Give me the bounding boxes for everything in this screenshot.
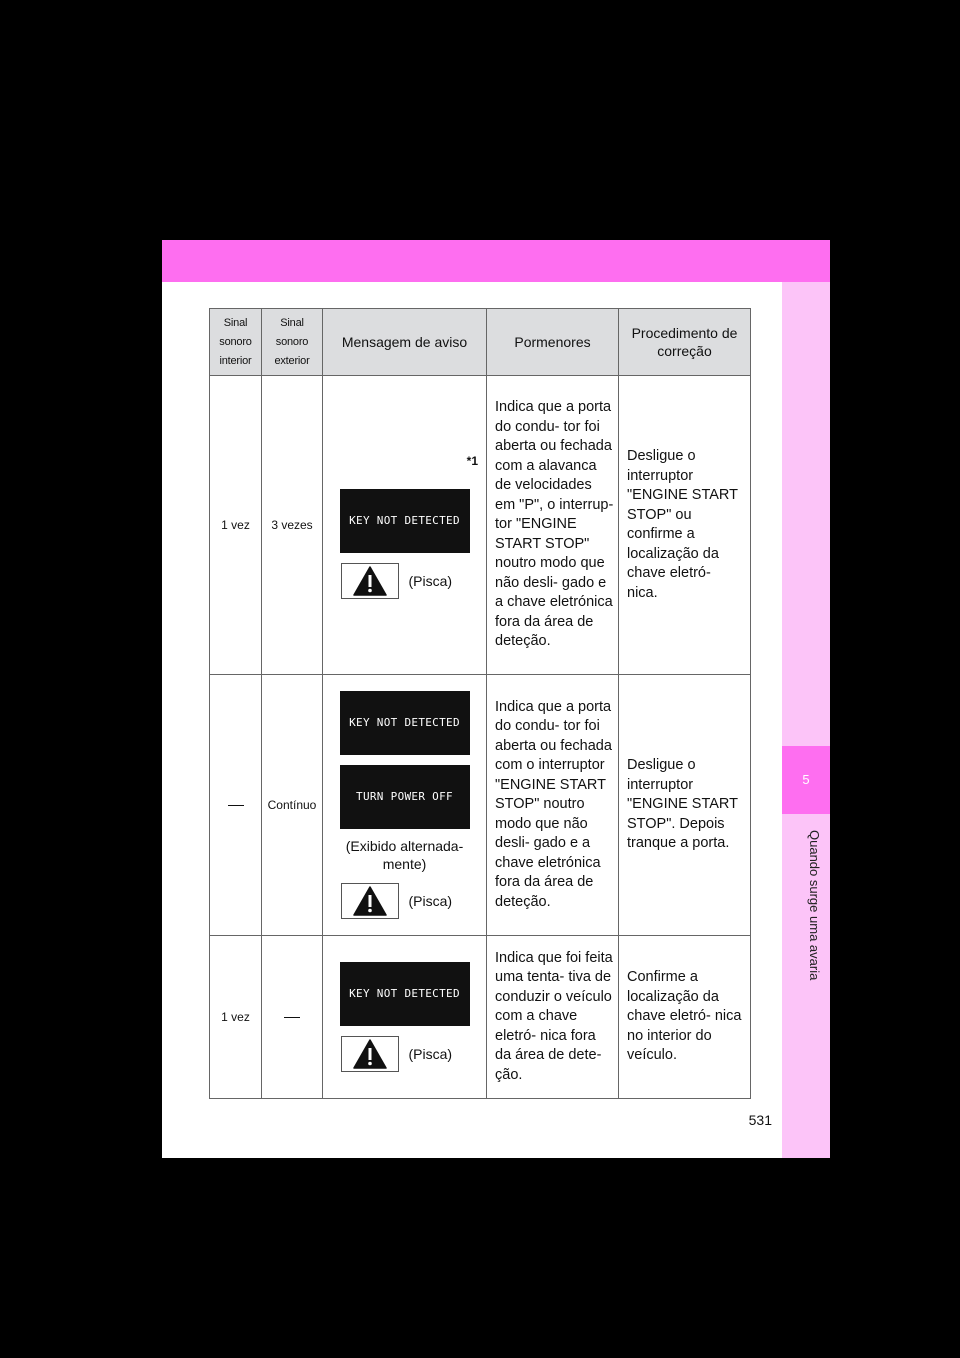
display-turn-power-off: TURN POWER OFF — [340, 765, 470, 829]
details-cell: Indica que foi feita uma tenta- tiva de conduzir o veículo com a chave eletró- nica fora da área de dete- ção. — [487, 936, 619, 1099]
footnote-marker: *1 — [466, 454, 478, 468]
blink-label: (Pisca) — [408, 573, 453, 589]
exterior-buzzer-cell: Contínuo — [262, 675, 323, 936]
exclamation-warning-icon — [341, 883, 399, 919]
none-dash — [228, 805, 244, 806]
alternating-note: (Exibido alternada- mente) — [345, 838, 464, 872]
table-row — [210, 376, 751, 675]
warning-indicator-row — [324, 883, 485, 919]
warning-message-table — [209, 308, 751, 1099]
exterior-buzzer-cell — [262, 936, 323, 1099]
exterior-buzzer-cell: 3 vezes — [262, 376, 323, 675]
interior-buzzer-cell: 1 vez — [210, 376, 262, 675]
header-exterior-buzzer: Sinal sonoro exterior — [262, 309, 323, 376]
header-band — [162, 240, 830, 282]
details-cell: Indica que a porta do condu- tor foi aberta ou fechada com a alavanca de velocidades em "P", o interrup- tor "ENGINE START STOP" noutro modo que não desli- gado e a chave eletrónica fora da área de deteção. — [487, 376, 619, 675]
exclamation-warning-icon — [341, 563, 399, 599]
header-details: Pormenores — [487, 309, 619, 376]
header-interior-buzzer: Sinal sonoro interior — [210, 309, 262, 376]
display-key-not-detected: KEY NOT DETECTED — [340, 489, 470, 553]
blink-label: (Pisca) — [408, 1046, 453, 1062]
chapter-number-tab[interactable]: 5 — [782, 746, 830, 814]
warning-message-cell — [323, 936, 487, 1099]
table-row — [210, 936, 751, 1099]
interior-buzzer-cell — [210, 675, 262, 936]
display-key-not-detected: KEY NOT DETECTED — [340, 962, 470, 1026]
procedure-cell: Desligue o interruptor "ENGINE START STOP". Depois tranque a porta. — [619, 675, 751, 936]
table-header-row — [210, 309, 751, 376]
exclamation-warning-icon — [341, 1036, 399, 1072]
display-key-not-detected: KEY NOT DETECTED — [340, 691, 470, 755]
blink-label: (Pisca) — [408, 893, 453, 909]
details-cell: Indica que a porta do condu- tor foi aberta ou fechada com o interruptor "ENGINE START STOP" noutro modo que não desli- gado e a chave eletrónica fora da área de deteção. — [487, 675, 619, 936]
header-procedure: Procedimento de correção — [619, 309, 751, 376]
chapter-title: Quando surge uma avaria — [807, 830, 822, 981]
warning-indicator-row — [324, 1036, 485, 1072]
table-row — [210, 675, 751, 936]
page-number: 531 — [748, 1112, 772, 1128]
interior-buzzer-cell: 1 vez — [210, 936, 262, 1099]
procedure-cell: Desligue o interruptor "ENGINE START STOP" ou confirme a localização da chave eletró- nica. — [619, 376, 751, 675]
warning-indicator-row — [324, 563, 485, 599]
header-warning-message: Mensagem de aviso — [323, 309, 487, 376]
warning-message-cell — [323, 675, 487, 936]
procedure-cell: Confirme a localização da chave eletró- nica no interior do veículo. — [619, 936, 751, 1099]
none-dash — [284, 1017, 300, 1018]
warning-message-cell — [323, 376, 487, 675]
manual-page — [162, 240, 830, 1158]
